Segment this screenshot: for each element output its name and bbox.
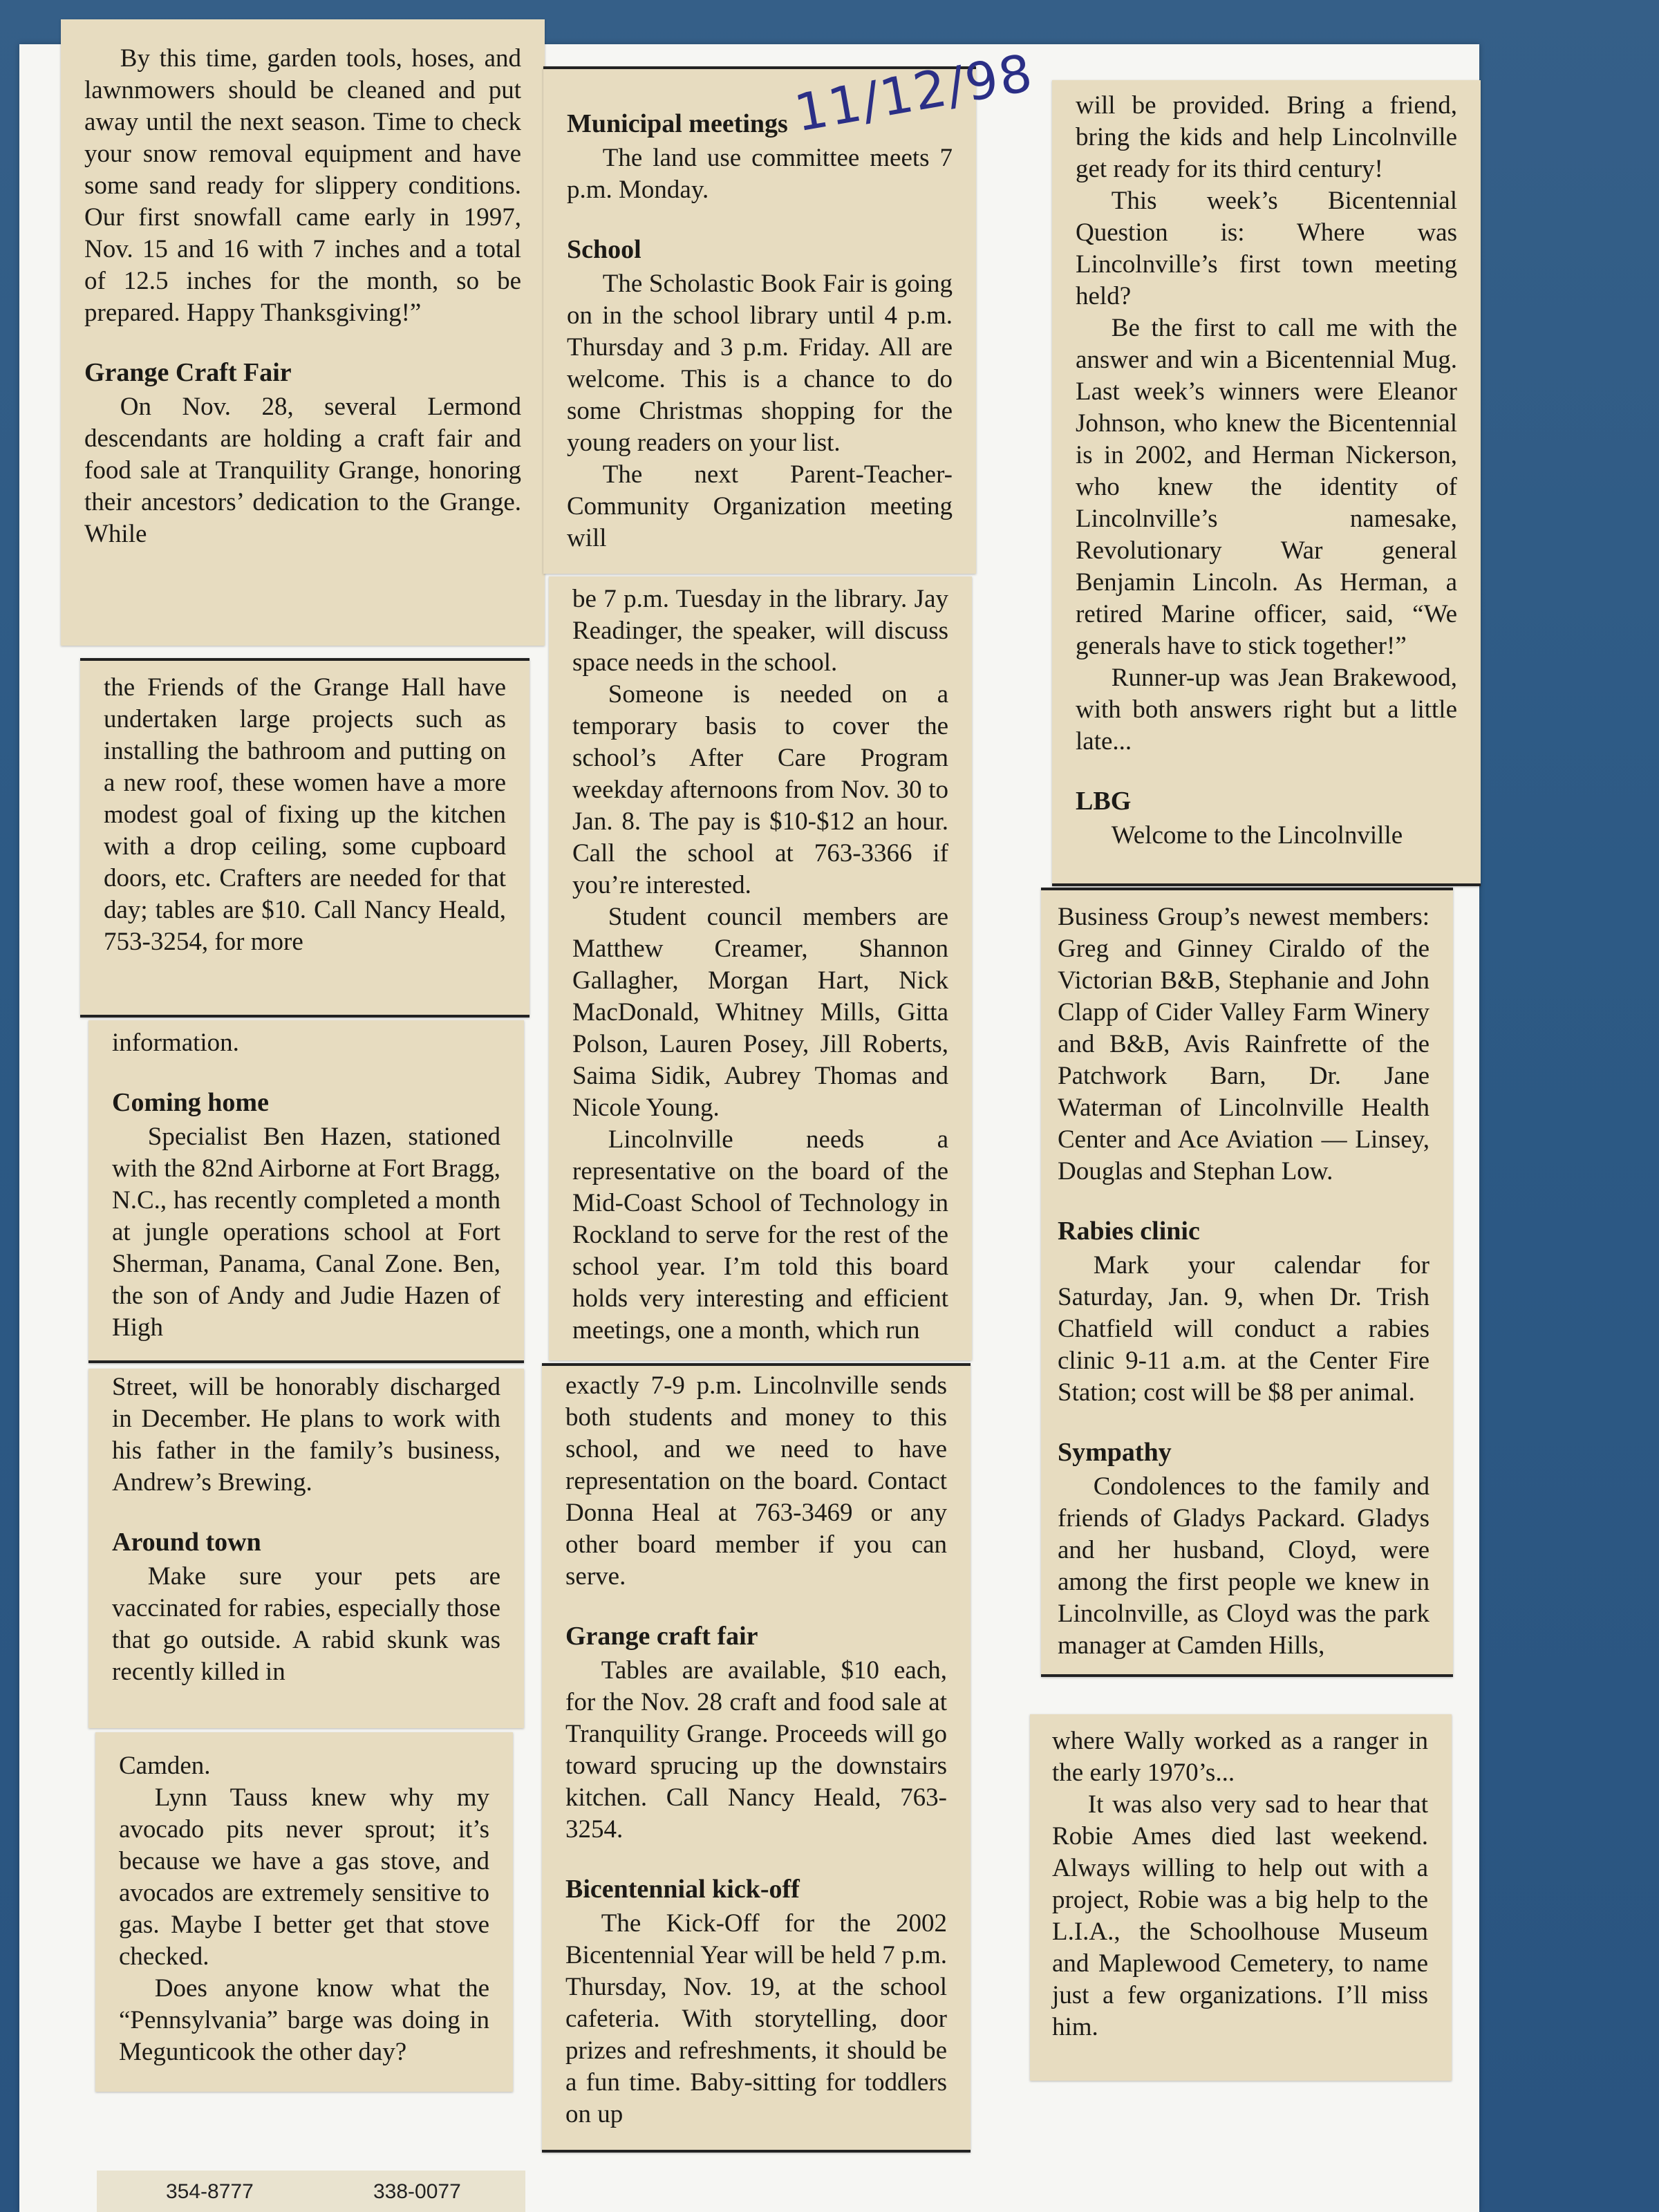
paragraph: will be provided. Bring a friend, bring the kids and help Lincolnville get ready for its third century! <box>1076 91 1457 183</box>
paragraph: Lincolnville needs a representative on the board of the Mid-Coast School of Technology in Rockland to serve for the rest of the school year. I’m told this board holds very interesting and efficient meetings, one a month, which run <box>572 1125 948 1344</box>
paragraph: information. <box>112 1029 239 1057</box>
paragraph: where Wally worked as a ranger in the early 1970’s... <box>1052 1727 1428 1787</box>
paragraph: On Nov. 28, several Lermond descendants are holding a craft fair and food sale at Tranquility Grange, honoring their ancestors’ dedication to the Grange. While <box>84 393 521 548</box>
heading-coming-home: Coming home <box>112 1088 269 1117</box>
heading-grange-craft-fair-2: Grange craft fair <box>565 1622 758 1651</box>
paragraph: Runner-up was Jean Brakewood, with both answers right but a little late... <box>1076 664 1457 756</box>
clipping-e <box>95 1732 513 2092</box>
paragraph: Condolences to the family and friends of Gladys Packard. Gladys and her husband, Cloyd, were among the first people we knew in Lincolnville, as Cloyd was the park manager at Camden Hills, <box>1058 1472 1430 1660</box>
paragraph: The Kick-Off for the 2002 Bicentennial Year will be held 7 p.m. Thursday, Nov. 19, at the school cafeteria. With storytelling, door prizes and refreshments, it should be a fun time. Baby-sitting for toddlers on up <box>565 1909 947 2128</box>
bottom-paper-strip <box>97 2171 525 2212</box>
heading-rabies-clinic: Rabies clinic <box>1058 1217 1200 1246</box>
clipping-a <box>61 19 545 646</box>
clipping-i <box>1052 80 1481 886</box>
paragraph: Lynn Tauss knew why my avocado pits never sprout; it’s because we have a gas stove, and avocados are extremely sensitive to gas. Maybe I better get that stove checked. <box>119 1783 489 1971</box>
paragraph: Camden. <box>119 1752 211 1780</box>
paragraph: By this time, garden tools, hoses, and lawnmowers should be cleaned and put away until the next season. Time to check your snow removal equipment and have some sand ready for slippery conditions. Our first snowfall came early in 1997, Nov. 15 and 16 with 7 inches and a total of 12.5 inches for the month, so be prepared. Happy Thanksgiving!” <box>84 44 521 327</box>
paragraph: It was also very sad to hear that Robie Ames died last weekend. Always willing to help out with a project, Robie was a big help to the L.I.A., the Schoolhouse Museum and Maplewood Cemetery, to name just a few organizations. I’ll miss him. <box>1052 1790 1428 2041</box>
paragraph: Make sure your pets are vaccinated for rabies, especially those that go outside. A rabid skunk was recently killed in <box>112 1562 500 1686</box>
heading-around-town: Around town <box>112 1528 261 1557</box>
clipping-c <box>88 1020 524 1363</box>
clipping-j <box>1041 888 1453 1677</box>
heading-sympathy: Sympathy <box>1058 1438 1172 1467</box>
paragraph: The next Parent-Teacher-Community Organization meeting will <box>567 460 953 552</box>
paragraph: the Friends of the Grange Hall have undertaken large projects such as installing the bathroom and putting on a new roof, these women have a more modest goal of fixing up the kitchen with a drop ceiling, some cupboard doors, etc. Crafters are needed for that day; tables are $10. Call Nancy Heald, 753-3254, for more <box>104 673 506 956</box>
heading-grange-craft-fair: Grange Craft Fair <box>84 358 292 387</box>
paragraph: Specialist Ben Hazen, stationed with the 82nd Airborne at Fort Bragg, N.C., has recently completed a month at jungle operations school at Fort Sherman, Panama, Canal Zone. Ben, the son of Andy and Judie Hazen of High <box>112 1123 500 1342</box>
handwritten-date: 11/12/98 <box>790 43 1038 144</box>
paragraph: Business Group’s newest members: Greg and Ginney Ciraldo of the Victorian B&B, Stephanie and John Clapp of Cider Valley Farm Winery and B&B, Avis Rainfrette of the Patchwork Barn, Dr. Jane Waterman of Lincolnville Health Center and Ace Aviation — Linsey, Douglas and Stephan Low. <box>1058 903 1430 1185</box>
clipping-g <box>549 577 972 1360</box>
heading-municipal-meetings: Municipal meetings <box>567 109 788 138</box>
paragraph: The Scholastic Book Fair is going on in the school library until 4 p.m. Thursday and 3 p.m. Friday. All are welcome. This is a chance to do some Christmas shopping for the young readers on your list. <box>567 270 953 457</box>
paragraph: Welcome to the Lincolnville <box>1111 821 1403 850</box>
paragraph: Does anyone know what the “Pennsylvania” barge was doing in Megunticook the other day? <box>119 1974 489 2066</box>
paragraph: This week’s Bicentennial Question is: Where was Lincolnville’s first town meeting held? <box>1076 187 1457 310</box>
paragraph: Street, will be honorably discharged in December. He plans to work with his father in the family’s business, Andrew’s Brewing. <box>112 1373 500 1497</box>
phone-number: 338-0077 <box>373 2180 461 2203</box>
phone-number: 354-8777 <box>166 2180 254 2203</box>
heading-lbg: LBG <box>1076 787 1132 816</box>
paragraph: The land use committee meets 7 p.m. Monday. <box>567 144 953 204</box>
paragraph: be 7 p.m. Tuesday in the library. Jay Readinger, the speaker, will discuss space needs in the school. <box>572 585 948 677</box>
paragraph: Tables are available, $10 each, for the Nov. 28 craft and food sale at Tranquility Grange. Proceeds will go toward sprucing up the downstairs kitchen. Call Nancy Heald, 763-3254. <box>565 1656 947 1844</box>
paragraph: Someone is needed on a temporary basis to cover the school’s After Care Program weekday afternoons from Nov. 30 to Jan. 8. The pay is $10-$12 an hour. Call the school at 763-3366 if you’re interested. <box>572 680 948 899</box>
clipping-d <box>88 1369 524 1728</box>
paragraph: Student council members are Matthew Creamer, Shannon Gallagher, Morgan Hart, Nick MacDonald, Whitney Mills, Gitta Polson, Lauren Posey, Jill Roberts, Saima Sidik, Aubrey Thomas and Nicole Young. <box>572 903 948 1122</box>
clipping-b <box>80 658 529 1018</box>
heading-bicentennial-kick-off: Bicentennial kick-off <box>565 1875 800 1904</box>
clipping-h <box>542 1363 971 2153</box>
clipping-k <box>1030 1714 1452 2081</box>
paragraph: Mark your calendar for Saturday, Jan. 9, when Dr. Trish Chatfield will conduct a rabies clinic 9-11 a.m. at the Center Fire Station; cost will be $8 per animal. <box>1058 1251 1430 1407</box>
clipping-f <box>543 66 976 574</box>
paragraph: exactly 7-9 p.m. Lincolnville sends both students and money to this school, and we need to have representation on the board. Contact Donna Heal at 763-3469 or any other board member if you can serve. <box>565 1371 947 1591</box>
heading-school: School <box>567 235 641 264</box>
paragraph: Be the first to call me with the answer and win a Bicentennial Mug. Last week’s winners were Eleanor Johnson, who knew the Bicentennial is in 2002, and Herman Nickerson, who knew the identity of Lincolnville’s namesake, Revolutionary War general Benjamin Lincoln. As Herman, a retired Marine officer, said, “We generals have to stick together!” <box>1076 314 1457 660</box>
